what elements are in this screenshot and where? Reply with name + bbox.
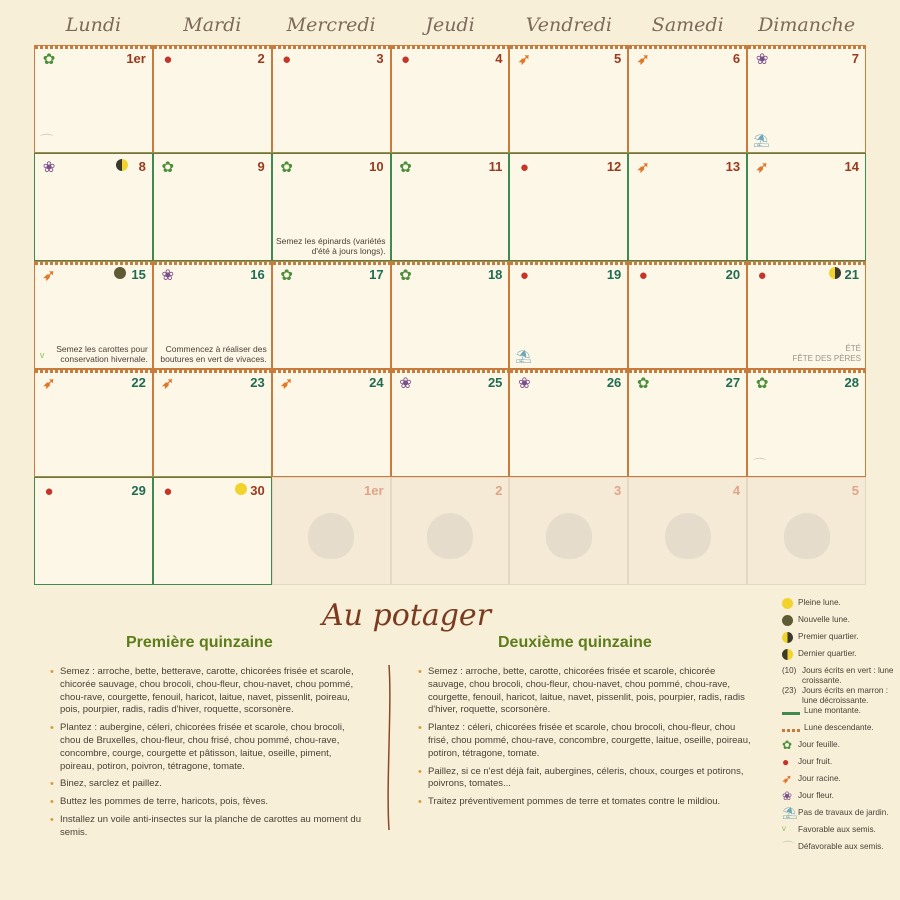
tomato-icon: ●	[401, 51, 411, 68]
moon-full-icon	[782, 598, 798, 611]
legend-label: Pleine lune.	[798, 598, 841, 607]
summer-note	[793, 344, 861, 364]
day-cell[interactable]	[272, 261, 391, 369]
day-cell[interactable]	[747, 45, 866, 153]
weekday-2: Mercredi	[286, 14, 376, 36]
legend-label: Jour fleur.	[798, 791, 834, 800]
legend-label: Jour racine.	[798, 774, 841, 783]
leaf-icon: ✿	[42, 51, 56, 68]
deckchair-icon: ⛱	[782, 806, 798, 820]
leaf-icon: ✿	[399, 159, 412, 176]
legend-item	[782, 774, 894, 791]
day-number: 12	[606, 159, 622, 174]
artichoke-icon: ❀	[161, 267, 175, 284]
day-cell[interactable]	[747, 153, 866, 261]
advice-item: • Installez un voile anti-insectes sur la planche de carottes au moment du semis.	[50, 814, 366, 840]
wilted-sprout-icon: ⌒	[753, 457, 767, 472]
wilted-sprout-icon: ⌒	[40, 133, 54, 148]
tomato-icon: ●	[782, 755, 790, 769]
day-cell[interactable]	[153, 477, 272, 585]
day-number: 15	[131, 267, 146, 282]
sprout-icon: ᵛ	[782, 823, 786, 837]
legend-key: (23)	[782, 686, 797, 695]
day-number: 16	[250, 267, 265, 282]
day-number: 30	[250, 483, 265, 498]
advice-item: • Plantez : aubergine, céleri, chicorées frisée et scarole, chou brocoli, chou de Bruxelles, chou-fleur, chou frisé, chou pommé, chou-rave, concombre, courge, courgette et pâtisson, laitue, oseille, piment, poireau, potiron, poivron, tétragone, tomate.	[50, 722, 366, 773]
carrot-icon: ➶	[782, 772, 793, 786]
advice-item: • Binez, sarclez et paillez.	[50, 778, 366, 791]
day-cell[interactable]	[509, 369, 628, 477]
advice-item: • Buttez les pommes de terre, haricots, pois, fèves.	[50, 796, 366, 809]
day-number: 13	[725, 159, 741, 174]
day-cell[interactable]	[509, 261, 628, 369]
legend-key: (10)	[782, 666, 797, 675]
day-cell[interactable]	[628, 45, 747, 153]
moon-full-icon	[235, 483, 247, 495]
day-cell[interactable]	[34, 261, 153, 369]
artichoke-icon: ❀	[42, 159, 56, 176]
weekday-0: Lundi	[65, 14, 122, 36]
legend-label: Lune descendante.	[804, 723, 874, 732]
tomato-icon: ●	[638, 267, 648, 284]
legend-item	[782, 666, 894, 686]
day-cell[interactable]	[391, 45, 510, 153]
day-number: 4	[495, 51, 503, 66]
day-number: 4	[732, 483, 741, 498]
descendante-line-icon	[782, 723, 804, 734]
ghost-leaf-icon	[546, 513, 592, 559]
leaf-icon: ✿	[782, 738, 793, 752]
tomato-icon: ●	[163, 483, 173, 500]
summer-note-line: FÊTE DES PÈRES	[792, 354, 861, 363]
day-number: 1er	[126, 51, 146, 66]
day-cell[interactable]	[747, 369, 866, 477]
legend-label: Favorable aux semis.	[798, 825, 876, 834]
legend-label: Défavorable aux semis.	[798, 842, 884, 851]
sprout-icon: ᵛ	[40, 349, 45, 364]
day-number: 18	[487, 267, 503, 282]
montante-line-icon	[782, 706, 804, 717]
day-number: 14	[844, 159, 859, 174]
leaf-icon: ✿	[755, 375, 769, 392]
day-cell[interactable]	[391, 477, 510, 585]
legend-item	[782, 842, 894, 859]
day-cell[interactable]	[272, 477, 391, 585]
ghost-leaf-icon	[784, 513, 830, 559]
day-cell[interactable]	[391, 153, 510, 261]
day-cell[interactable]	[34, 369, 153, 477]
weekday-header	[34, 14, 866, 46]
day-cell[interactable]	[391, 261, 510, 369]
day-number: 22	[131, 375, 146, 390]
moon-last-icon	[116, 159, 128, 171]
carrot-icon: ➶	[636, 159, 650, 176]
legend-item	[782, 791, 894, 808]
advice-item: • Paillez, si ce n'est déjà fait, aubergines, céleris, choux, courges et potirons, poivrons, tomates...	[418, 766, 756, 792]
day-number: 24	[369, 375, 384, 390]
day-cell[interactable]	[747, 261, 866, 369]
weekday-1: Mardi	[183, 14, 242, 36]
legend-label: Pas de travaux de jardin.	[798, 808, 889, 817]
day-cell[interactable]	[628, 369, 747, 477]
day-number: 10	[369, 159, 384, 174]
carrot-icon: ➶	[42, 375, 56, 392]
tomato-icon: ●	[163, 51, 173, 68]
day-number: 3	[614, 483, 622, 498]
deckchair-icon: ⛱	[753, 133, 770, 148]
day-cell[interactable]	[153, 261, 272, 369]
weekday-5: Samedi	[651, 14, 724, 36]
day-number: 1er	[364, 483, 384, 498]
tomato-icon: ●	[44, 483, 54, 500]
legend-item	[782, 757, 894, 774]
moon-new-icon	[782, 615, 798, 628]
legend-item	[782, 649, 894, 666]
moon-last-icon	[782, 649, 798, 662]
carrot-icon: ➶	[518, 51, 531, 68]
day-cell[interactable]	[34, 153, 153, 261]
day-number: 5	[614, 51, 622, 66]
day-number: 6	[732, 51, 741, 66]
legend-item	[782, 686, 894, 706]
day-cell[interactable]	[153, 153, 272, 261]
day-cell[interactable]	[272, 153, 391, 261]
leaf-icon: ✿	[636, 375, 650, 392]
artichoke-icon: ❀	[782, 789, 793, 803]
second-fortnight-title: Deuxième quinzaine	[498, 634, 652, 651]
moon-new-icon	[114, 267, 126, 279]
weekday-4: Vendredi	[525, 14, 612, 36]
legend-item	[782, 706, 894, 723]
first-fortnight-list	[50, 666, 366, 845]
weekday-6: Dimanche	[758, 14, 856, 36]
day-number: 11	[488, 159, 503, 174]
day-number: 2	[495, 483, 503, 498]
ghost-leaf-icon	[308, 513, 354, 559]
calendar-grid	[34, 45, 866, 585]
day-note: Semez les épinards (variétés d'été à jours longs).	[275, 236, 386, 256]
carrot-icon: ➶	[42, 267, 56, 284]
leaf-icon: ✿	[280, 267, 293, 284]
section-divider	[386, 665, 392, 830]
leaf-icon: ✿	[161, 159, 175, 176]
day-cell[interactable]	[391, 369, 510, 477]
day-number: 28	[844, 375, 859, 390]
day-cell[interactable]	[747, 477, 866, 585]
day-number: 19	[606, 267, 622, 282]
legend-item	[782, 740, 894, 757]
artichoke-icon: ❀	[755, 51, 769, 68]
day-number: 2	[257, 51, 265, 66]
moon-first-icon	[829, 267, 841, 279]
day-number: 29	[131, 483, 146, 498]
tomato-icon: ●	[519, 267, 529, 284]
legend-label: Jours écrits en vert : lune croissante.	[802, 666, 894, 685]
second-fortnight-list	[418, 666, 756, 814]
day-cell[interactable]	[153, 369, 272, 477]
day-cell[interactable]	[628, 477, 747, 585]
advice-item: • Semez : arroche, bette, carotte, chicorées frisée et scarole, chicorée sauvage, chou brocoli, chou-fleur, chou-navet, chou pommé, chou-rave, courgette, fenouil, haricot, laitue, navet, pissenlit, pois, pourpier, radis, radis d'hiver, roquette, scorsonère.	[418, 666, 756, 717]
day-number: 3	[376, 51, 384, 66]
day-cell[interactable]	[509, 153, 628, 261]
carrot-icon: ➶	[161, 375, 175, 392]
legend-item	[782, 615, 894, 632]
day-cell[interactable]	[628, 153, 747, 261]
tomato-icon: ●	[282, 51, 292, 68]
legend-label: Jour fruit.	[798, 757, 833, 766]
potager-title: Au potager	[322, 598, 492, 633]
day-number: 20	[725, 267, 741, 282]
tomato-icon: ●	[757, 267, 767, 284]
day-cell[interactable]	[34, 45, 153, 153]
legend-label: Jours écrits en marron : lune décroissante.	[802, 686, 888, 705]
day-cell[interactable]	[628, 261, 747, 369]
advice-item: • Traitez préventivement pommes de terre et tomates contre le mildiou.	[418, 796, 756, 809]
day-number: 9	[257, 159, 265, 174]
legend	[782, 598, 894, 859]
legend-label: Nouvelle lune.	[798, 615, 850, 624]
deckchair-icon: ⛱	[515, 349, 532, 364]
day-cell[interactable]	[509, 477, 628, 585]
legend-label: Jour feuille.	[798, 740, 840, 749]
legend-label: Lune montante.	[804, 706, 861, 715]
day-number: 5	[851, 483, 859, 498]
day-note: Commencez à réaliser des boutures en vert de vivaces.	[160, 344, 267, 364]
carrot-icon: ➶	[755, 159, 769, 176]
day-number: 26	[606, 375, 622, 390]
legend-item	[782, 598, 894, 615]
legend-label: Dernier quartier.	[798, 649, 857, 658]
day-number: 21	[844, 267, 859, 282]
day-number: 17	[369, 267, 384, 282]
advice-item: • Semez : arroche, bette, betterave, carotte, chicorées frisée et scarole, chicorée sauvage, chou brocoli, chou-fleur, chou-navet, chou pommé, chou-rave, courgette, fenouil, haricot, laitue, navet, pissenlit, poireau, pois, pourpier, radis, radis d'hiver, roquette, scorsonère.	[50, 666, 366, 717]
ghost-leaf-icon	[665, 513, 711, 559]
weekday-3: Jeudi	[425, 14, 475, 36]
artichoke-icon: ❀	[518, 375, 531, 392]
artichoke-icon: ❀	[399, 375, 412, 392]
day-cell[interactable]	[272, 45, 391, 153]
legend-item	[782, 632, 894, 649]
day-number: 27	[725, 375, 741, 390]
day-number: 23	[250, 375, 265, 390]
leaf-icon: ✿	[280, 159, 293, 176]
day-cell[interactable]	[272, 369, 391, 477]
legend-label: Premier quartier.	[798, 632, 859, 641]
carrot-icon: ➶	[636, 51, 650, 68]
day-number: 7	[851, 51, 859, 66]
day-cell[interactable]	[34, 477, 153, 585]
day-cell[interactable]	[509, 45, 628, 153]
first-fortnight-title: Première quinzaine	[126, 634, 273, 651]
moon-first-icon	[782, 632, 798, 645]
legend-item	[782, 723, 894, 740]
legend-item	[782, 825, 894, 842]
ghost-leaf-icon	[427, 513, 473, 559]
day-number: 25	[487, 375, 503, 390]
day-number: 8	[138, 159, 146, 174]
leaf-icon: ✿	[399, 267, 412, 284]
wilted-sprout-icon: ⌒	[782, 840, 795, 854]
tomato-icon: ●	[519, 159, 529, 176]
day-note: Semez les carottes pour conservation hivernale.	[56, 344, 148, 364]
advice-item: • Plantez : céleri, chicorées frisée et scarole, chou brocoli, chou-fleur, chou frisé, chou pommé, chou-rave, concombre, courgette, laitue, oseille, poireau, potiron, tétragone, tomate.	[418, 722, 756, 760]
day-cell[interactable]	[153, 45, 272, 153]
summer-note-line: ÉTÉ	[845, 344, 861, 353]
legend-item	[782, 808, 894, 825]
carrot-icon: ➶	[280, 375, 293, 392]
